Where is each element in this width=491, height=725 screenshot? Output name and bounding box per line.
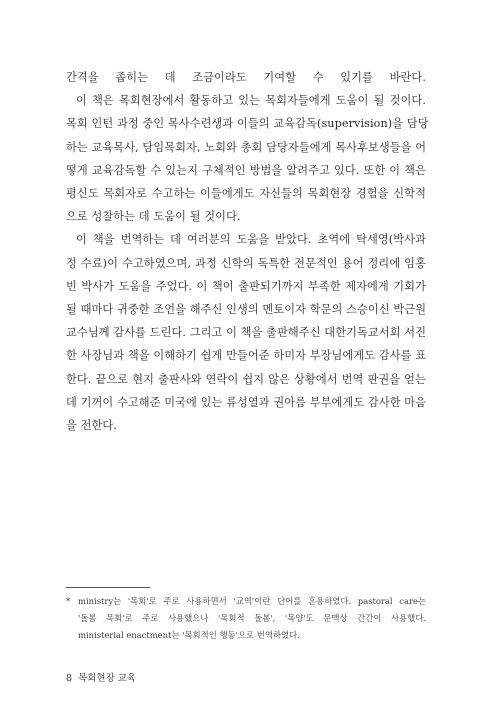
- body-line: 평신도 목회자로 수고하는 이들에게도 자신들의 목회현장 경험을 신학적: [66, 187, 426, 201]
- footnote: [66, 593, 426, 644]
- footnote-line: ministerial enactment는 '목회적인 행동'으로 번역하였다.: [78, 630, 300, 640]
- body-line: 교수님께 감사를 드린다. 그리고 이 책을 출판해주신 대한기독교서회 서진: [66, 326, 427, 340]
- body-line: 하는 교육목사, 담임목회자, 노회와 총회 담당자들에게 목사후보생들을 어: [66, 140, 427, 154]
- body-text: [66, 66, 429, 437]
- body-line: 될 때마다 귀중한 조언을 해주신 인생의 멘토이자 학문의 스승이신 박근원: [66, 303, 427, 317]
- footnote-line: [66, 593, 426, 610]
- running-title: 목회현장 교육: [78, 673, 137, 684]
- body-line: 빈 박사가 도움을 주었다. 이 책이 출판되기까지 부족한 제자에게 기회가: [66, 279, 426, 293]
- body-line: 한 사장님과 책을 이해하기 쉽게 만들어준 하미자 부장님에게도 감사를 표: [66, 349, 427, 363]
- body-line: 간격을 좁히는 데 조금이라도 기여할 수 있기를 바란다.: [66, 71, 426, 84]
- body-line: 이 책을 번역하는 데 여러분의 도움을 받았다. 초역에 탁세영(박사과: [76, 233, 426, 247]
- page-footer: [66, 670, 136, 684]
- body-line: 정 수료)이 수고하였으며, 과정 신학의 독특한 전문적인 용어 정리에 임홍: [66, 256, 426, 270]
- body-line: 이 책은 목회현장에서 활동하고 있는 목회자들에게 도움이 될 것이다.: [76, 94, 426, 108]
- footnote-text: ministry는 '목회'로 주로 사용하면서 '교역'이란 단어를 혼용하였다. pastoral care는: [78, 596, 426, 606]
- body-line: 목회 인턴 과정 중인 목사수련생과 이들의 교육감독(supervision)을 담당: [66, 117, 429, 131]
- body-line: 을 전한다.: [66, 419, 117, 433]
- body-line: 한다. 끝으로 현지 출판사와 연락이 쉽지 않은 상황에서 번역 판권을 얻는: [66, 372, 426, 386]
- footnote-divider: [66, 587, 150, 588]
- footnote-marker: *: [66, 596, 71, 606]
- body-line: 으로 성찰하는 데 도움이 될 것이다.: [66, 210, 241, 224]
- body-line: 떻게 교육감독할 수 있는지 구체적인 방법을 알려주고 있다. 또한 이 책은: [66, 163, 426, 177]
- body-line: 데 기꺼이 수고해준 미국에 있는 류성열과 권아름 부부에게도 감사한 마음: [66, 395, 427, 409]
- footnote-line: '돌봄 목회'로 주로 사용했으나 '목회적 돌봄', '목양'도 문맥상 간간이 사용했다.: [78, 613, 426, 623]
- page-number: 8: [66, 673, 73, 684]
